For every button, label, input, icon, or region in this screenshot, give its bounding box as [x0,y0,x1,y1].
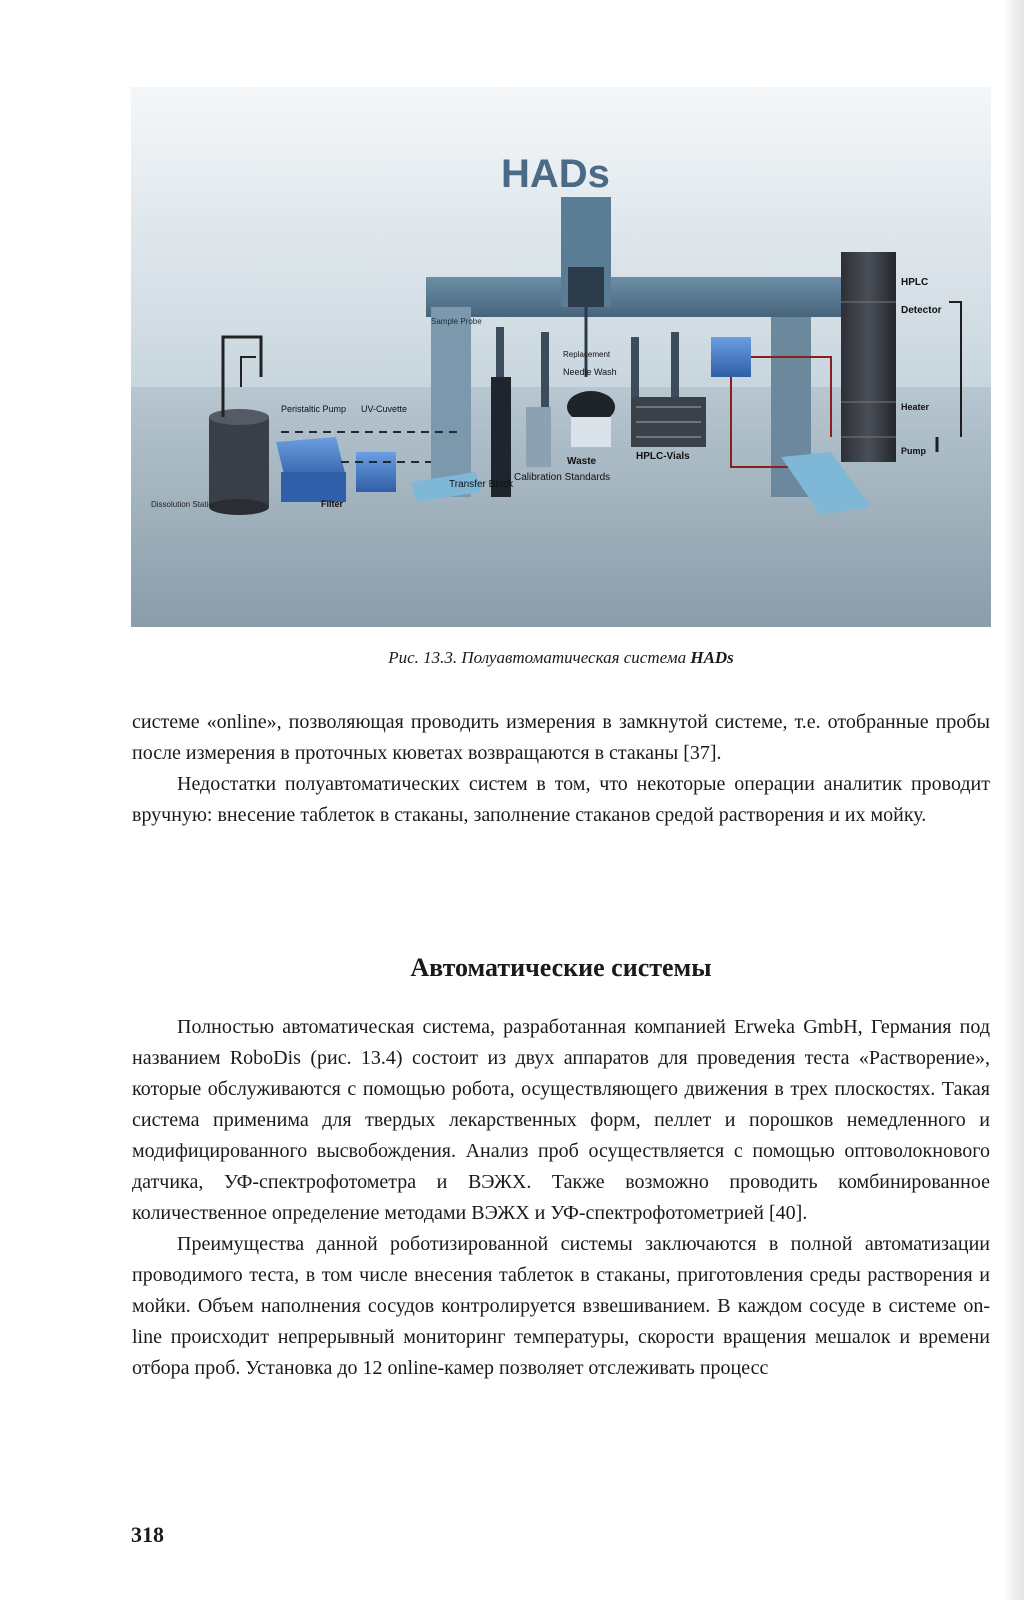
label-dissolution-station: Dissolution Station [151,500,218,509]
caption-text: Рис. 13.3. Полуавтоматическая система [388,648,691,667]
hplc-tower [841,252,896,462]
label-sample-probe: Sample Probe [431,317,482,326]
label-hplc-vials: HPLC-Vials [636,451,690,462]
body-bottom [132,1012,990,1384]
label-needle-wash: Needle Wash [563,367,617,377]
label-pump: Pump [901,446,927,456]
caption-bold: HADs [690,648,734,667]
page-number: 318 [131,1522,164,1547]
label-detector: Detector [901,305,942,316]
paragraph-drawbacks: Недостатки полуавтоматических систем в том, что некоторые операции аналитик проводит вручную: внесение таблеток в стаканы, заполнение стаканов средой растворения и их мойку. [132,773,990,826]
page-edge [1004,0,1024,1600]
figure-title: HADs [501,152,610,196]
label-uv-cuvette: UV-Cuvette [361,404,408,414]
waste [571,417,611,447]
label-filter: Filter [321,499,344,509]
label-replacement: Replacement [563,350,611,359]
label-heater: Heater [901,402,930,412]
paragraph-robodis: Полностью автоматическая система, разработанная компанией Erweka GmbH, Германия под названием RoboDis (рис. 13.4) состоит из двух аппаратов для проведения теста «Растворение», которые обслуживаются с помощью робота, осуществляющего движения в трех плоскостях. Такая система применима для твердых лекарственных форм, пеллет и порошков немедленного и модифицированного высвобождения. Анализ проб осуществляется с помощью оптоволокнового датчика, УФ-спектрофотометра и ВЭЖХ. Также возможно проводить комбинированное количественное определение методами ВЭЖХ и УФ-спектрофотометрией [40]. [132,1016,990,1224]
section-heading: Автоматические системы [410,953,712,982]
paragraph-advantages: Преимущества данной роботизированной системы заключаются в полной автоматизации проводимого теста, в том числе внесения таблеток в стаканы, приготовления среды растворения и мойки. Объем наполнения сосудов контролируется взвешиванием. В каждом сосуде в системе on-line происходит непрерывный мониторинг температуры, скорости вращения мешалок и времени отбора проб. Установка до 12 online-камер позволяет отслеживать процесс [132,1233,990,1379]
gantry-leg-left [431,307,471,497]
label-calibration-standards: Calibration Standards [514,472,611,483]
injector [711,337,751,377]
gantry-beam [426,277,886,317]
hads-illustration [131,87,991,627]
paragraph-continuation: системе «online», позволяющая проводить измерения в замкнутой системе, т.е. отобранные пробы после измерения в проточных кюветах возвращаются в стаканы [37]. [132,711,990,764]
label-hplc: HPLC [901,277,929,288]
uv-cuvette [356,452,396,492]
label-waste: Waste [567,456,597,467]
dissolution-vessel [209,417,269,507]
label-transfer-block: Transfer Block [449,479,514,490]
body-top [132,707,990,831]
figure-hads [131,87,991,627]
label-peristaltic-pump: Peristaltic Pump [281,404,347,414]
probe-head [568,267,604,307]
figure-caption [131,648,991,668]
